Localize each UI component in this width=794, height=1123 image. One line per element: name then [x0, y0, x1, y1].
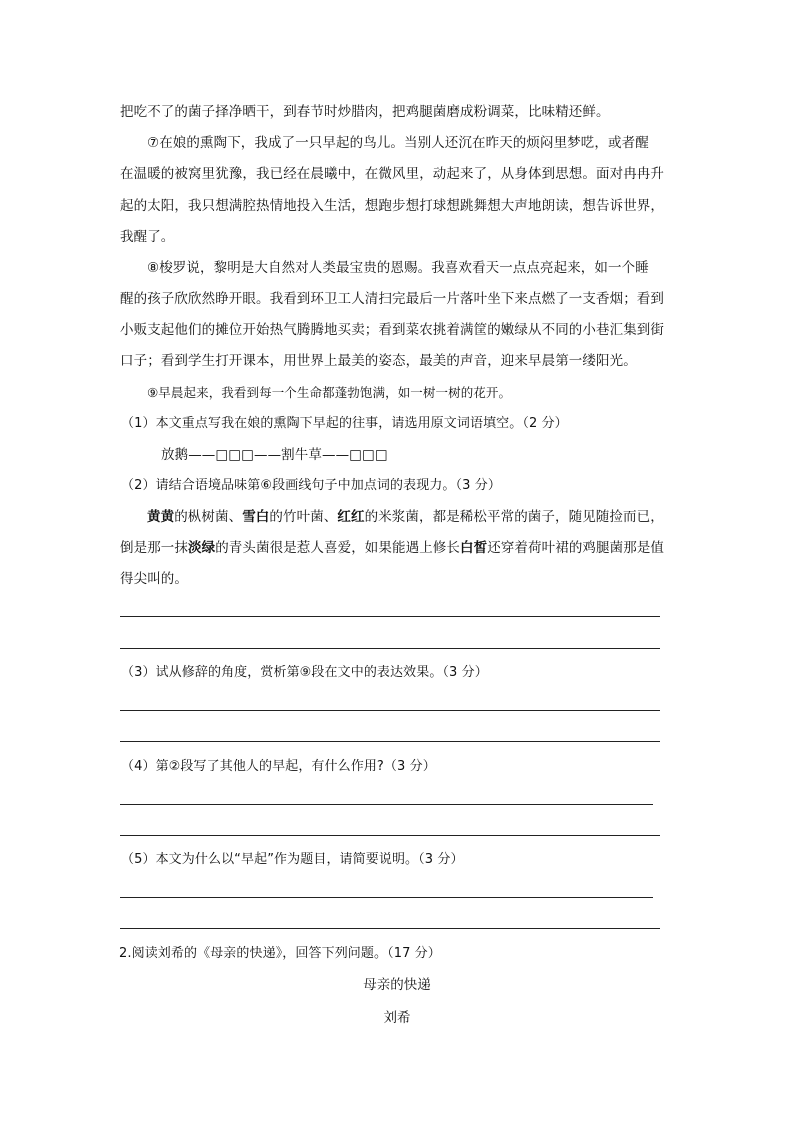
- answer-line[interactable]: [120, 710, 660, 711]
- paragraph-8-line-4: 口子；看到学生打开课本，用世界上最美的姿态，最美的声音，迎来早晨第一缕阳光。: [120, 353, 637, 369]
- paragraph-8-line-2: 醒的孩子欣欣然睁开眼。我看到环卫工人清扫完最后一片落叶坐下来点燃了一支香烟；看到: [120, 291, 664, 307]
- question-3: （3）试从修辞的角度，赏析第⑨段在文中的表达效果。（3 分）: [121, 665, 488, 680]
- article-title: 母亲的快递: [363, 977, 431, 993]
- paragraph-6-tail: 把吃不了的菌子择净晒干，到春节时炒腊肉，把鸡腿菌磨成粉调菜，比味精还鲜。: [120, 104, 610, 120]
- quote-text: 还穿着荷叶裙的鸡腿菌那是值: [487, 540, 665, 556]
- paragraph-7-line-3: 起的太阳，我只想满腔热情地投入生活，想跑步想打球想跳舞想大声地朗读，想告诉世界，: [120, 198, 664, 214]
- question-2-quote-line-2: [120, 538, 664, 558]
- dotted-word: 红红: [337, 509, 365, 525]
- quote-text: 的青头菌很是惹人喜爱，如果能遇上修长: [215, 540, 461, 556]
- section-2-intro: 2.阅读刘希的《母亲的快递》，回答下列问题。（17 分）: [119, 946, 441, 961]
- answer-line[interactable]: [120, 616, 660, 617]
- question-1: （1）本文重点写我在娘的熏陶下早起的往事，请选用原文词语填空。（2 分）: [121, 416, 568, 431]
- answer-line[interactable]: [120, 648, 660, 649]
- answer-line[interactable]: [120, 928, 660, 929]
- quote-text: 的竹叶菌、: [269, 509, 338, 525]
- article-author: 刘希: [383, 1010, 411, 1026]
- paragraph-9: ⑨早晨起来，我看到每一个生命都蓬勃饱满，如一树一树的花开。: [147, 385, 512, 400]
- paragraph-8-line-1: ⑧梭罗说，黎明是大自然对人类最宝贵的恩赐。我喜欢看天一点点亮起来，如一个睡: [147, 260, 649, 276]
- dotted-word: 白皙: [460, 540, 488, 556]
- question-5: （5）本文为什么以“早起”作为题目，请简要说明。（3 分）: [121, 852, 464, 867]
- question-2: （2）请结合语境品味第⑥段画线句子中加点词的表现力。（3 分）: [121, 478, 501, 493]
- dotted-word: 雪白: [242, 509, 270, 525]
- answer-line[interactable]: [120, 741, 660, 742]
- question-2-quote-line-1: [147, 507, 664, 527]
- paragraph-8-line-3: 小贩支起他们的摊位开始热气腾腾地买卖；看到菜农挑着满筐的嫩绿从不同的小巷汇集到街: [120, 322, 664, 338]
- answer-line[interactable]: [120, 804, 653, 805]
- answer-line[interactable]: [120, 835, 660, 836]
- dotted-word: 黄黄: [147, 509, 175, 525]
- paragraph-7-line-2: 在温暖的被窝里犹豫，我已经在晨曦中，在微风里，动起来了，从身体到思想。面对冉冉升: [120, 166, 664, 182]
- question-1-blank-sequence: 放鹅——□□□——割牛草——□□□: [161, 447, 388, 463]
- question-4: （4）第②段写了其他人的早起，有什么作用?（3 分）: [121, 759, 436, 774]
- quote-text: 的米浆菌，都是稀松平常的菌子，随见随捡而已，: [364, 509, 664, 525]
- answer-line[interactable]: [120, 897, 653, 898]
- question-2-quote-line-3: 得尖叫的。: [120, 571, 188, 587]
- paragraph-7-line-1: ⑦在娘的熏陶下，我成了一只早起的鸟儿。当别人还沉在昨天的烦闷里梦呓，或者醒: [147, 135, 649, 151]
- quote-text: 倒是那一抹: [120, 540, 188, 556]
- dotted-word: 淡绿: [188, 540, 216, 556]
- paragraph-7-line-4: 我醒了。: [120, 229, 175, 245]
- quote-text: 的枞树菌、: [174, 509, 243, 525]
